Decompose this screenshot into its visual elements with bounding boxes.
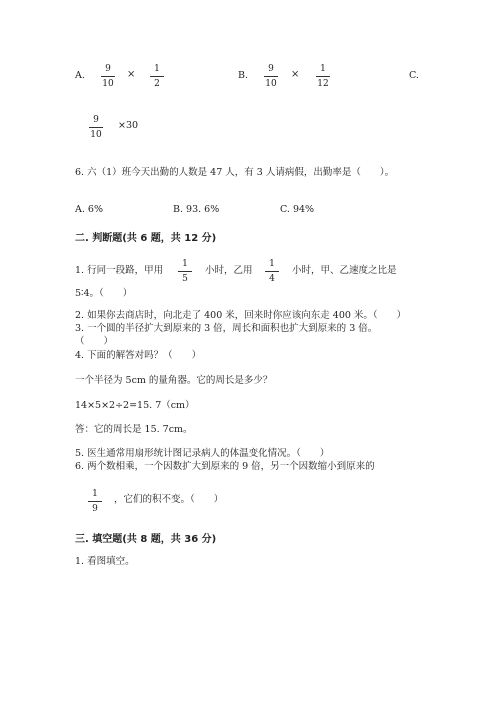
fraction-1-5 <box>178 259 192 284</box>
judge-1-part-c: 小时，甲、乙速度之比是 <box>292 265 397 276</box>
section-3-title: 三. 填空题(共 8 题，共 36 分) <box>75 534 217 545</box>
judge-4-problem: 一个半径为 5cm 的量角器。它的周长是多少？ <box>75 375 273 386</box>
question-6-option-a: A. 6% <box>75 204 103 215</box>
judge-6-line-1: 6. 两个数相乘，一个因数扩大到原来的 9 倍，另一个因数缩小到原来的 <box>75 461 375 472</box>
numerator: 1 <box>269 259 275 269</box>
judge-4-calculation: 14×5×2÷2=15. 7（cm） <box>75 400 195 411</box>
multiply-sign: × <box>127 69 136 80</box>
denominator: 10 <box>265 79 277 89</box>
numerator: 9 <box>105 64 111 74</box>
option-a-label: A. <box>75 70 85 81</box>
multiply-sign: × <box>291 69 300 80</box>
judge-4: 4. 下面的解答对吗？（ ） <box>75 350 202 361</box>
numerator: 9 <box>268 64 274 74</box>
fraction-9-10 <box>89 115 103 140</box>
denominator: 9 <box>92 504 98 514</box>
judge-3-line-1: 3. 一个圆的半径扩大到原来的 3 倍，周长和面积也扩大到原来的 3 倍。 <box>75 323 378 334</box>
fraction-1-2 <box>150 64 164 89</box>
numerator: 1 <box>154 64 160 74</box>
judge-3-line-2: （ ） <box>75 336 114 347</box>
judge-1-part-a: 1. 行同一段路，甲用 <box>75 265 164 276</box>
denominator: 10 <box>90 130 102 140</box>
section-2-title: 二. 判断题(共 6 题，共 12 分) <box>75 233 217 244</box>
fraction-1-4 <box>265 259 279 284</box>
denominator: 5 <box>182 274 188 284</box>
judge-1-part-b: 小时，乙用 <box>205 265 253 276</box>
denominator: 10 <box>102 79 114 89</box>
numerator: 1 <box>92 489 98 499</box>
numerator: 1 <box>182 259 188 269</box>
judge-5: 5. 医生通常用扇形统计图记录病人的体温变化情况。（ ） <box>75 448 330 459</box>
option-b-label: B. <box>238 70 249 81</box>
judge-1-part-d: 5∶4。（ ） <box>75 288 133 299</box>
fill-1: 1. 看图填空。 <box>75 556 135 567</box>
question-6-option-b: B. 93. 6% <box>173 204 220 215</box>
option-c-label: C. <box>409 70 419 81</box>
fraction-1-12 <box>316 64 330 89</box>
judge-2: 2. 如果你去商店时，向北走了 400 米，回来时你应该向东走 400 米。（ ） <box>75 310 407 321</box>
judge-6-line-2: ，它们的积不变。（ ） <box>114 494 224 505</box>
denominator: 12 <box>317 79 329 89</box>
numerator: 1 <box>320 64 326 74</box>
fraction-9-10 <box>101 64 115 89</box>
judge-4-answer: 答：它的周长是 15. 7cm。 <box>75 424 193 435</box>
denominator: 2 <box>154 79 160 89</box>
fraction-9-10 <box>264 64 278 89</box>
question-6-stem: 6. 六（1）班今天出勤的人数是 47 人，有 3 人请病假，出勤率是（ ）。 <box>75 167 395 178</box>
denominator: 4 <box>269 274 275 284</box>
option-c-tail: ×30 <box>118 120 139 131</box>
numerator: 9 <box>93 115 99 125</box>
question-6-option-c: C. 94% <box>280 204 315 215</box>
fraction-1-9 <box>88 489 102 514</box>
